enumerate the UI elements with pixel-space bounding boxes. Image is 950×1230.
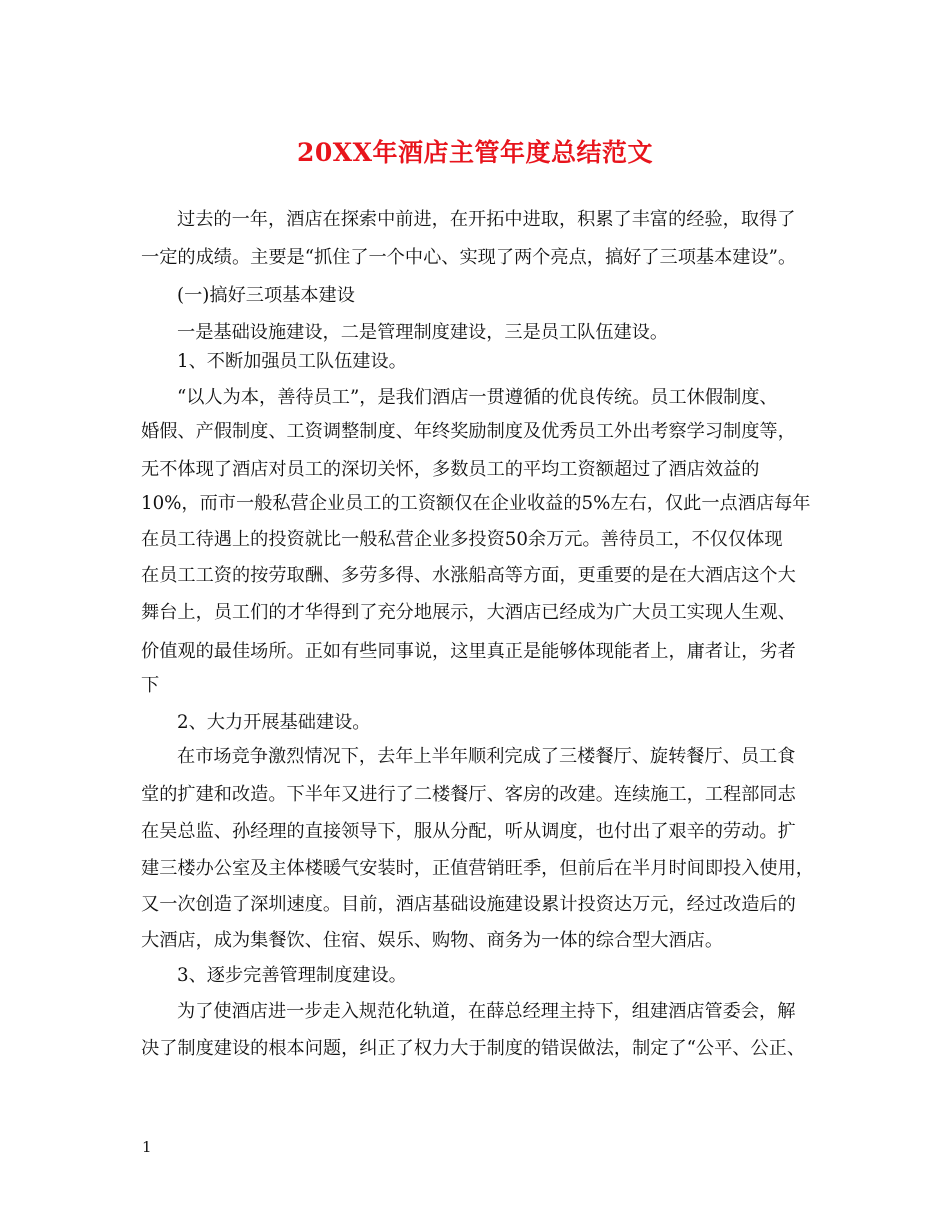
text-line: 无不体现了酒店对员工的深切关怀，多数员工的平均工资额超过了酒店效益的 (141, 459, 760, 480)
text-line: 一定的成绩。主要是“抓住了一个中心、实现了两个亮点，搞好了三项基本建设”。 (141, 247, 797, 268)
text-line: 过去的一年，酒店在探索中前进，在开拓中进取，积累了丰富的经验，取得了 (177, 209, 796, 230)
page-number: 1 (142, 1138, 152, 1156)
text-line: 价值观的最佳场所。正如有些同事说，这里真正是能够体现能者上，庸者让，劣者 (141, 641, 796, 662)
text-line: 在员工工资的按劳取酬、多劳多得、水涨船高等方面，更重要的是在大酒店这个大 (141, 565, 796, 586)
document-title: 20XX年酒店主管年度总结范文 (296, 138, 654, 167)
text-line: 大酒店，成为集餐饮、住宿、娱乐、购物、商务为一体的综合型大酒店。 (141, 930, 724, 951)
section-heading: (一)搞好三项基本建设 (177, 285, 355, 306)
text-line: 婚假、产假制度、工资调整制度、年终奖励制度及优秀员工外出考察学习制度等， (141, 421, 796, 442)
text-line: 10%，而市一般私营企业员工的工资额仅在企业收益的5%左右，仅此一点酒店每年 (141, 493, 811, 514)
text-line: 在市场竞争激烈情况下，去年上半年顺利完成了三楼餐厅、旋转餐厅、员工食 (177, 746, 796, 767)
text-line: 舞台上，员工们的才华得到了充分地展示，大酒店已经成为广大员工实现人生观、 (141, 602, 796, 623)
text-line: 一是基础设施建设，二是管理制度建设，三是员工队伍建设。 (177, 322, 669, 343)
subsection-heading: 2、大力开展基础建设。 (177, 712, 371, 733)
text-line: 堂的扩建和改造。下半年又进行了二楼餐厅、客房的改建。连续施工，工程部同志 (141, 784, 796, 805)
text-line: 在吴总监、孙经理的直接领导下，服从分配，听从调度，也付出了艰辛的劳动。扩 (141, 821, 796, 842)
text-line: 下 (141, 675, 160, 696)
text-line: “以人为本，善待员工”，是我们酒店一贯遵循的优良传统。员工休假制度、 (177, 387, 778, 408)
text-line: 为了使酒店进一步走入规范化轨道，在薛总经理主持下，组建酒店管委会，解 (177, 1001, 796, 1022)
text-line: 建三楼办公室及主体楼暖气安装时，正值营销旺季，但前后在半月时间即投入使用， (141, 858, 814, 879)
text-line: 又一次创造了深圳速度。目前，酒店基础设施建设累计投资达万元，经过改造后的 (141, 894, 796, 915)
text-line: 在员工待遇上的投资就比一般私营企业多投资50余万元。善待员工，不仅仅体现 (141, 529, 783, 550)
subsection-heading: 3、逐步完善管理制度建设。 (177, 965, 407, 986)
text-line: 决了制度建设的根本问题，纠正了权力大于制度的错误做法，制定了“公平、公正、 (141, 1038, 806, 1059)
subsection-heading: 1、不断加强员工队伍建设。 (177, 351, 407, 372)
